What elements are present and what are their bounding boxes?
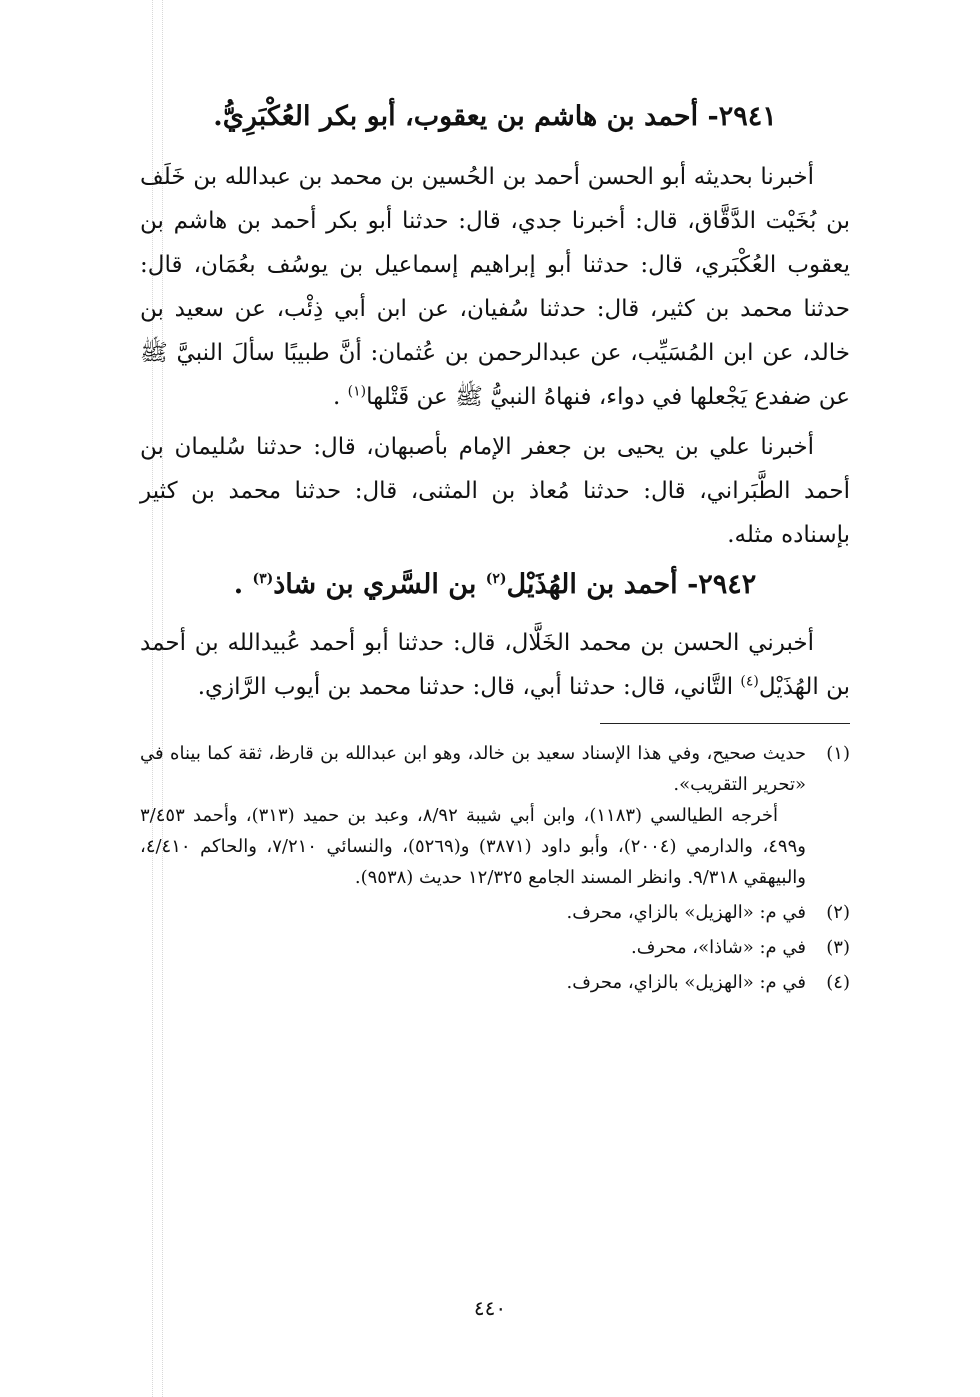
footnote-line: حديث صحيح، وفي هذا الإسناد سعيد بن خالد، وهو ابن عبدالله بن قارظ، ثقة كما بيناه في «تحرير التقريب». — [140, 743, 806, 795]
entry-2942-paragraph-1 — [140, 621, 850, 709]
footnote-body — [140, 932, 806, 963]
footnote-number: (٤) — [826, 972, 850, 993]
paragraph-text-a: أخبرني الحسن بن محمد الخَلَّال، قال: حدثنا أبو أحمد عُبيدالله بن أحمد بن الهُذَيْل — [140, 630, 850, 700]
entry-heading-2942 — [140, 563, 850, 607]
footnote-2 — [140, 897, 850, 928]
heading-text-a: ٢٩٤٢- أحمد بن الهُذَيْل — [506, 569, 757, 600]
entry-2941-paragraph-2: أخبرنا علي بن يحيى بن جعفر الإمام بأصبهان، قال: حدثنا سُليمان بن أحمد الطَّبَراني، قال: حدثنا مُعاذ بن المثنى، قال: حدثنا محمد بن كثير بإسناده مثله. — [140, 434, 850, 548]
footnote-line: في م: «الهزيل» بالزاي، محرف. — [566, 972, 806, 993]
footnotes — [140, 738, 850, 998]
footnote-line: في م: «شاذا»، محرف. — [631, 937, 806, 958]
entry-heading-2941: ٢٩٤١- أحمد بن هاشم بن يعقوب، أبو بكر العُكْبَرِيُّ. — [213, 101, 777, 132]
footnote-4 — [140, 967, 850, 998]
footnote-3 — [140, 932, 850, 963]
footnote-ref-4: (٤) — [740, 673, 759, 690]
page-content — [140, 95, 850, 1002]
footnote-separator — [600, 723, 850, 724]
paragraph-text-b: التَّاني، قال: حدثنا أبي، قال: حدثنا محمد بن أيوب الرَّازي. — [197, 674, 741, 700]
heading-text-b: بن السَّري بن شاذ — [273, 569, 486, 600]
footnote-number: (١) — [826, 743, 850, 764]
footnote-body — [140, 738, 806, 893]
paragraph-end: . — [332, 384, 341, 410]
footnote-line: أخرجه الطيالسي (١١٨٣)، وابن أبي شيبة ٨/٩٢، وعبد بن حميد (٣١٣)، وأحمد ٣/٤٥٣ و٤٩٩، والدارمي (٢٠٠٤)، وأبو داود (٣٨٧١) و(٥٢٦٩)، والنسائي ٧/٢١٠، والحاكم ٤/٤١٠، والبيهقي ٩/٣١٨. وانظر المسند الجامع ١٢/٣٢٥ حديث (٩٥٣٨). — [140, 805, 806, 888]
heading-end: . — [233, 569, 253, 600]
footnote-ref-1: (١) — [347, 383, 367, 400]
footnote-1 — [140, 738, 850, 893]
paragraph-text: أخبرنا بحديثه أبو الحسن أحمد بن الحُسين بن محمد بن عبدالله بن خَلَف بن بُخَيْت الدَّقَّاق، قال: أخبرنا جدي، قال: حدثنا أبو بكر أحمد بن هاشم بن يعقوب العُكْبَري، قال: حدثنا أبو إبراهيم إسماعيل بن يوسُف بعُمَان، قال: حدثنا محمد بن كثير، قال: حدثنا سُفيان، عن ابن أبي ذِئْب، عن سعيد بن خالد، عن ابن المُسَيِّب، عن عبدالرحمن بن عُثمان: أنَّ طبيبًا سألَ النبيَّ ﷺ عن ضفدع يَجْعلها في دواء، فنهاهُ النبيُّ ﷺ عن قَتْلها — [140, 164, 850, 410]
page-number: ٤٤٠ — [473, 1296, 507, 1320]
footnote-number: (٣) — [826, 937, 850, 958]
entry-2941-paragraph-1 — [140, 155, 850, 419]
footnote-ref-2: (٢) — [485, 571, 507, 587]
footnote-ref-3: (٣) — [252, 571, 274, 587]
footnote-number: (٢) — [826, 902, 850, 923]
footnote-body — [140, 897, 806, 928]
footnote-body — [140, 967, 806, 998]
footnote-line: في م: «الهزيل» بالزاي، محرف. — [566, 902, 806, 923]
